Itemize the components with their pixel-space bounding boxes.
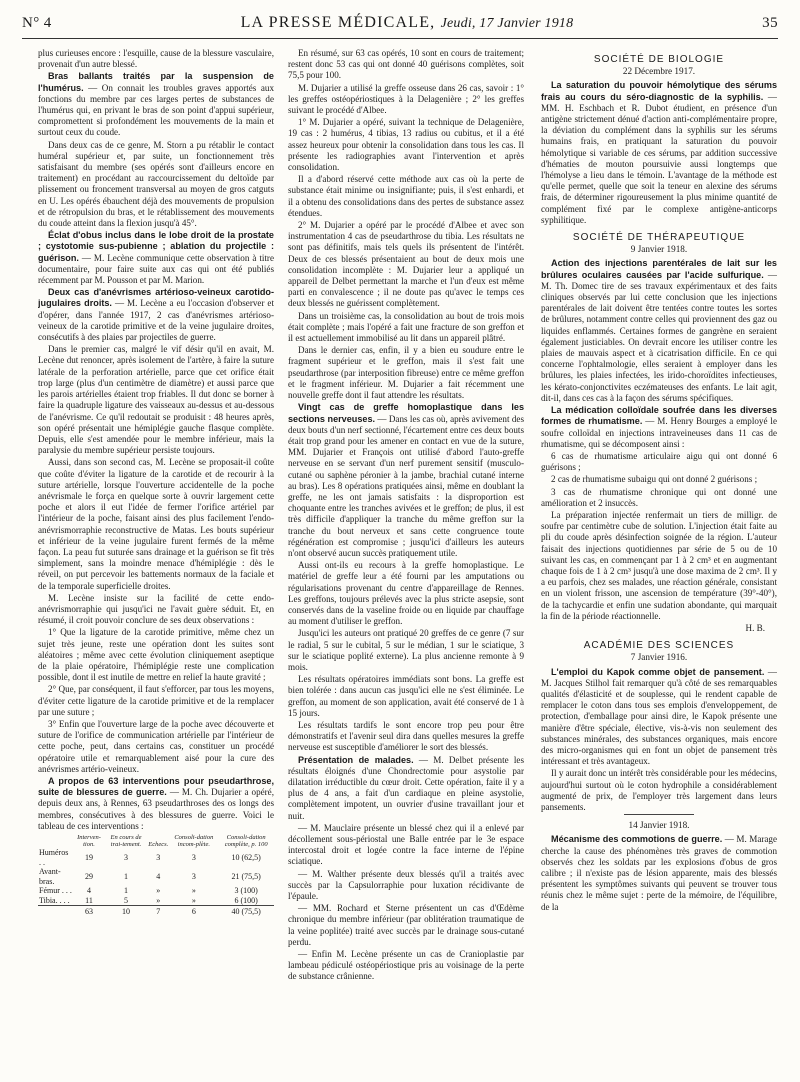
issue-date: Jeudi, 17 Janvier 1918 — [440, 16, 574, 31]
paragraph: 2 cas de rhumatisme subaigu qui ont donné 2 guérisons ; — [551, 474, 758, 485]
paragraph — [38, 776, 274, 832]
issue-number: N° 4 — [22, 15, 52, 31]
table-cell: 19 — [84, 852, 93, 862]
paragraph — [541, 80, 777, 226]
table-row — [38, 886, 274, 896]
table-header: Consoli-dation complète, p. 100 — [224, 834, 268, 849]
page-header — [22, 14, 778, 34]
paragraph — [288, 402, 524, 559]
article-title: Action des injections parentérales de lait sur les brûlures oculaires causées par l'acide sulfurique. — [541, 258, 777, 280]
journal-title: LA PRESSE MÉDICALE, — [240, 14, 436, 31]
paragraph: Il y aurait donc un intérêt très considérable pour les médecins, aujourd'hui surtout où le coton hydrophile a considérablement augmenté de prix, de l'employer très largement dans leurs pansements. — [541, 768, 777, 812]
paragraph: 2° Que, par conséquent, il faut s'efforcer, par tous les moyens, d'éviter cette ligature de la carotide primitive et de la remplacer par une suture ; — [38, 684, 274, 717]
table-cell: 6 — [169, 906, 218, 917]
table-header — [38, 834, 73, 848]
table-cell: 10 (62,5) — [231, 852, 261, 862]
paragraph: 3° Enfin que l'ouverture large de la poche avec découverte et suture de l'orifice de communication artérielle par l'intérieur de cette poche, peut, dans certains cas, constituer un procédé opératoire utile et remarquablement aisé pour la cure des anévrismes artério-veineux. — [38, 718, 274, 774]
paragraph: 2° M. Dujarier a opéré par le procédé d'Albee et avec son instrumentation 4 cas de pseudarthrose du tibia. Les résultats ne sont pas définitifs, mais tels quels ils présentent de l'intérêt. Deux de ces blessés présentaient au bout de deux mois une consolidation incomplète : M. Dujarier leur a appliqué un appareil de Delbet permettant la marche et l'un d'eux est même parti en convalescence ; il ne doute pas qu'avec le temps ces deux blessés ne guérissent complètement. — [288, 220, 524, 309]
section-heading: SOCIÉTÉ DE BIOLOGIE — [593, 54, 725, 65]
paragraph-text: — M. Jacques Stilhol fait remarquer qu'à côté de ses remarquables qualités d'élasticité et de souplesse, qui le rendent capable de remplacer le coton dans tous ses emplois d'enveloppement, de protection, d'emballage pour ainsi dire, le Kapok présente une manière d'être spéciale, élective, vis-à-vis non seulement des substances minérales, des substances organiques, mais encore des micro-organismes qui en font un objet de pansement très intéressant et très avantageux. — [541, 666, 777, 767]
table-cell: 3 (100) — [234, 886, 258, 896]
paragraph-text: — M. Th. Domec tire de ses travaux expérimentaux et des faits cliniques observés par lui cette conclusion que les injections parentérales de lait doivent être tentées contre toutes les sortes de brûlures, notamment contre celles qui proviennent des gaz ou liquides enflammés. Certaines formes de gangrène en seraient également justiciables. On devrait encore les utiliser contre les plaies de mauvais aspect et à cicatrisation difficile. En ce qui concerne l'ophtalmologie, elles seraient à employer dans les brûlures, les plaies infectées, les irido-choroïdites infectieuses, les kérato-conjonctivites eczémateuses des enfants. Le lait agit, dit-il, dans ces cas à la façon des sérums spécifiques. — [541, 269, 777, 403]
paragraph: plus curieuses encore : l'esquille, cause de la blessure vasculaire, provenait d'un autre blessé. — [38, 48, 274, 70]
article-title: La médication colloïdale soufrée dans les diverses formes de rhumatisme. — [541, 405, 777, 427]
article-title: Présentation de malades. — [298, 754, 414, 765]
table-cell: » — [156, 895, 161, 905]
paragraph — [38, 71, 274, 138]
table-cell: » — [191, 886, 196, 896]
paragraph: Aussi, dans son second cas, M. Lecène se proposait-il coûte que coûte d'éviter la ligature de la carotide et de recourir à la suture artérielle, lorsque l'ouverture accidentelle de la poche anévrismale le força en quelque sorte à ouvrir largement cette poche et alors il eut l'idée de fermer l'orifice artériel par l'intérieur de la poche, faisant ainsi des plus facilement l'endo-anévrismorraphie reconstructive de Matas. Les bouts supérieur et inférieur de la veine jugulaire furent fermés de la même façon. La peau fut suturée sans drainage et la guérison se fit très simplement, sans la moindre menace d'hémiplégie : dès le réveil, on put percevoir les battements normaux de la faciale et de la temporale superficielle droites. — [38, 457, 274, 591]
interventions-table — [38, 834, 274, 917]
paragraph: Les résultats tardifs le sont encore trop peu pour être démonstratifs et l'avenir seul dira dans quelles mesures la greffe nerveuse est susceptible d'améliorer le sort des blessés. — [288, 719, 524, 753]
paragraph-text: — M. Ch. Dujarier a opéré, depuis deux ans, à Rennes, 63 pseudarthroses des os longs des membres, consécutives à des blessures de guerre. Voici le tableau de ces interventions : — [38, 787, 274, 831]
paragraph: Aussi ont-ils eu recours à la greffe homoplastique. Le matériel de greffe leur a été fourni par les amputations ou régularisations provenant du centre d'appareillage de Rennes. Les greffons, toujours prélevés avec la plus stricte asepsie, sont conservés dans de la vaseline froide ou en liquide par chauffage au moment d'utiliser le greffon. — [288, 560, 524, 627]
table-cell: 29 — [84, 871, 93, 881]
table-cell: 21 (75,5) — [231, 871, 261, 881]
table-cell: Fémur . . . — [39, 886, 72, 896]
column-3 — [541, 48, 777, 1073]
paragraph: — MM. Rochard et Sterne présentent un cas d'Œdème chronique du membre inférieur (par oblitération traumatique de la veine poplitée) traité avec succès par le drainage sous-cutané perdu. — [288, 903, 524, 947]
table-cell: 3 — [191, 852, 196, 862]
section-date: 7 Janvier 1916. — [630, 652, 688, 663]
paragraph — [38, 287, 274, 343]
paragraph: 1° Que la ligature de la carotide primitive, même chez un sujet très jeune, reste une opération dont les suites sont aléatoires ; même avec cette évolution cliniquement aseptique de la plaie opératoire, l'hémiplégie reste une complication possible, dont il est inutile de mettre en relief la haute gravité ; — [38, 627, 274, 683]
paragraph: — Enfin M. Lecène présente un cas de Cranioplastie par lambeau pédiculé ostéopériostique pris au voisinage de la perte de substance crânienne. — [288, 949, 524, 982]
table-cell: 7 — [147, 906, 169, 917]
paragraph-text: — On connait les troubles graves apportés aux fonctions du membre par ces larges pertes de substances de l'humérus qui, en privant le bras de son point d'appui supérieur, compromettent si profondément les mouvements de la main et surtout ceux du coude. — [38, 82, 274, 138]
section-divider — [624, 814, 694, 816]
paragraph — [541, 258, 777, 404]
table-cell: Avant-bras. — [39, 867, 61, 886]
paragraph — [541, 405, 777, 450]
paragraph-text: — M. Marage cherche la cause des phénomènes très graves de commotion observés chez les soldats par les explosions d'obus de gros calibre ; il n'existe pas de lésion apparente, mais des blessés présentent les symptômes suivants qui peuvent se trouver tous réunis chez le même sujet : perte de la mémoire, de l'équilibre, de la — [541, 834, 777, 912]
table-header: Interven-tion. — [77, 834, 101, 849]
paragraph-text: — M. Lecène communique cette observation à titre documentaire, pour faire suite aux cas qui ont été publiés récemment par M. Pousson et par M. Marion. — [38, 252, 274, 286]
article-title: Mécanisme des commotions de guerre. — [551, 834, 723, 845]
table-cell: » — [156, 886, 161, 896]
table-header: Echecs. — [148, 841, 169, 849]
page-number: 35 — [762, 15, 778, 31]
article-title: L'emploi du Kapok comme objet de pansement. — [551, 666, 765, 677]
paragraph-text: — MM. H. Eschbach et R. Dubot étudient, en présence d'un antigène strictement dénué d'action anti-complémentaire propre, la déviation du complément dans la syphilis sur les sérums humains frais, en pratiquant la saturation du pouvoir hémolytique si variable de ces sérums, par addition successive d'hématies de mouton poursuivie aussi longtemps que l'hémolyse a lieu dans le témoin. L'avantage de la méthode est qu'elle permet, quelle que soit la teneur en alexine des sérums frais, de déterminer rigoureusement la plus minime quantité de complément fixé par le complexe antigène-anticorps syphilitique. — [541, 91, 777, 225]
table-cell: 1 — [124, 871, 129, 881]
paragraph-text: — M. Lecène a eu l'occasion d'observer et d'opérer, dans l'année 1917, 2 cas d'anévrismes artérioso-veineux de la carotide primitive et de la veine jugulaire droites, consécutifs à des plaies par projectiles de guerre. — [38, 298, 274, 343]
paragraph: M. Dujarier a utilisé la greffe osseuse dans 26 cas, savoir : 1° les greffes ostéopériostiques à la Delagenière ; 2° les greffes suivant le procédé d'Albee. — [288, 82, 524, 116]
table-cell: 3 — [156, 852, 161, 862]
table-total-row — [38, 906, 274, 917]
table-cell: Tibia. . . . — [39, 895, 70, 905]
table-header: En cours de trai-tement. — [110, 834, 142, 849]
paragraph: Il a d'abord réservé cette méthode aux cas où la perte de substance était minime ou insignifiante; puis, il s'est enhardi, et il a obtenu des consolidations dans des pertes de substance assez étendues. — [288, 174, 524, 218]
header-rule — [22, 38, 778, 39]
section-heading: SOCIÉTÉ DE THÉRAPEUTIQUE — [572, 232, 746, 244]
table-row — [38, 867, 274, 886]
paragraph: Dans le premier cas, malgré le vif désir qu'il en avait, M. Lecène dut renoncer, après isolement de l'artère, à faire la suture latérale de la perforation artérielle, parce que cet orifice était trop large (plus d'un centimètre de diamètre) et aussi parce que les parois artérielles étaient trop friables. Il dut donc se borner à faire la quadruple ligature des vaisseaux au-dessus et au-dessous de l'anévrisme. Ce qu'il redoutait se produisit : 48 heures après, son opéré présentait une hémiplégie gauche flasque complète. Depuis, elle s'est amendée pour le membre inférieur, mais la paralysie du membre supérieur persiste toujours. — [38, 344, 274, 456]
column-2 — [288, 48, 524, 1073]
table-cell: 10 — [105, 906, 148, 917]
paragraph: — M. Mauclaire présente un blessé chez qui il a enlevé par décollement sous-périostal une Balle entrée par le 3e espace intercostal droit et logée contre la face interne de l'épine sciatique. — [288, 822, 524, 867]
table-cell: 63 — [73, 906, 105, 917]
table-header: Consoli-dation incom-plète. — [174, 834, 214, 849]
paragraph: La préparation injectée renfermait un tiers de milligr. de soufre par centimètre cube de solution. L'injection était faite au pli du coude après désinfection soignée de la région. L'auteur faisait des injections quotidiennes par série de 5 ou de 10 suivant les cas, en commençant par 1 à 2 cm³ et en augmentant chaque fois de 1 à 2 cm³ jusqu'à une dose maxima de 2 cm³. Il y a eu parfois, chez ses malades, une réaction générale, consistant en un violent frisson, une ascension de température (39°-40°), de la tachycardie et enfin une sudation abondante, qui marquait la fin de la période réactionnelle. — [541, 509, 777, 621]
signature: H. B. — [745, 622, 765, 633]
paragraph — [288, 755, 524, 822]
table-cell: 4 — [156, 871, 161, 881]
section-heading: ACADÉMIE DES SCIENCES — [583, 640, 735, 652]
article-title: Éclat d'obus inclus dans le lobe droit de la prostate ; cystotomie sus-pubienne ; ablation du projectile : guérison. — [38, 230, 274, 263]
paragraph: 3 cas de rhumatisme chronique qui ont donné une amélioration et 2 insuccès. — [541, 486, 777, 508]
table-cell: 40 (75,5) — [218, 906, 274, 917]
paragraph-text: — M. Delbet présente les résultats éloignés d'une Chondrectomie pour asystolie par dilatation irréductible du cœur droit. Cette opération, faite il y a plus de 4 ans, a fait d'un cardiaque en pleine asystolie, complètement impotent, un ouvrier d'usine travaillant jour et nuit. — [288, 754, 524, 821]
paragraph-text: — Dans les cas où, après avivement des deux bouts d'un nerf sectionné, l'écartement entre ces deux bouts était trop grand pour les amener en contact en vue de la suture, MM. Dujarier et François ont utilisé d'abord l'auto-greffe nerveuse en se servant d'un nerf purement sensitif (musculo-cutané ou saphène péronier à la jambe, brachial cutané interne au bras). Les 8 opérations pratiquées ainsi, même en doublant la greffe, ne les ont jamais satisfaits : la disproportion est choquante entre les tranches avivées et le greffon; de plus, il est très difficile d'appliquer la tranche du même greffon sur la tranche du bout nerveux et sans cette congruence toute régénération est compromise ; jusqu'ici d'ailleurs les auteurs n'ont observé aucun succès pratiquement utile. — [288, 413, 524, 558]
table-header-row — [38, 834, 274, 848]
paragraph: Dans le dernier cas, enfin, il y a bien eu soudure entre le fragment supérieur et le greffon, mais il s'est fait une pseudarthrose (par interposition fibreuse) entre ce même greffon et le fragment inférieur. M. Dujarier a fait récemment une nouvelle greffe dont il faut attendre les résultats. — [288, 345, 524, 401]
table-cell: Huméros . . — [39, 848, 69, 867]
section-date: 9 Janvier 1918. — [630, 244, 688, 255]
table-cell: 6 (100) — [234, 895, 258, 905]
paragraph: Dans deux cas de ce genre, M. Storn a pu rétablir le contact huméral supérieur et, par suite, un fonctionnement très satisfaisant du membre (ses opérés sont d'ailleurs encore en traitement) en procédant au raccourcissement du deltoïde par plissement ou froncement transversal au moyen de gros catguts en U. Les opérés ébauchent déjà des mouvements de propulsion et de rétropulsion du bras, et le rétablissement des mouvements du coude atteint dans la flexion jusqu'à 45°. — [38, 139, 274, 229]
paragraph: 6 cas de rhumatisme articulaire aigu qui ont donné 6 guérisons ; — [541, 450, 777, 473]
table-row — [38, 896, 274, 906]
table-cell: 4 — [86, 886, 91, 896]
article-title: La saturation du pouvoir hémolytique des sérums frais au cours du séro-diagnostic de la syphilis. — [541, 80, 777, 102]
paragraph: — M. Walther présente deux blessés qu'il a traités avec succès par la Capsulorraphie pour luxation récidivante de l'épaule. — [288, 868, 524, 902]
paragraph: 1° M. Dujarier a opéré, suivant la technique de Delagenière, 19 cas : 2 humérus, 4 tibias, 13 radius ou cubitus, et il a été assez heureux pour obtenir la consolidation dans tous les cas. Il présente les radiographies avant l'intervention et après consolidation. — [288, 117, 524, 173]
table-cell — [38, 906, 73, 917]
article-title: Deux cas d'anévrismes artérioso-veineux carotido-jugulaires droits. — [38, 287, 274, 309]
paragraph: Jusqu'ici les auteurs ont pratiqué 20 greffes de ce genre (7 sur le radial, 5 sur le cubital, 5 sur le médian, 1 sur le sciatique, 3 sur le sciatique poplité externe). La plus ancienne remonte à 9 mois. — [288, 628, 524, 672]
masthead — [241, 14, 574, 32]
table-cell: 1 — [124, 886, 129, 896]
article-title: Vingt cas de greffe homoplastique dans les sections nerveuses. — [288, 402, 524, 424]
paragraph: Les résultats opératoires immédiats sont bons. La greffe est bien tolérée : dans aucun cas jusqu'ici elle ne s'est éliminée. Le greffon, au moment de son application, avait été conservé de 1 à 15 jours. — [288, 674, 524, 718]
table-cell: 3 — [124, 852, 129, 862]
paragraph — [541, 667, 777, 768]
table-cell: 3 — [191, 871, 196, 881]
section-date: 14 Janvier 1918. — [628, 820, 690, 831]
table-row — [38, 848, 274, 867]
table-cell: » — [191, 895, 196, 905]
paragraph: Dans un troisième cas, la consolidation au bout de trois mois était complète ; mais l'opéré a fait une fracture de son greffon et il est actuellement immobilisé au lit dans un appareil plâtré. — [288, 310, 524, 344]
paragraph-text: — M. Henry Bourges a employé le soufre colloïdal en injections intraveineuses dans 11 cas de rhumatisme, qui se décomposent ainsi : — [541, 416, 777, 449]
article-title: Bras ballants traités par la suspension de l'humérus. — [38, 71, 274, 93]
section-date: 22 Décembre 1917. — [622, 66, 696, 77]
table-cell: 5 — [124, 895, 129, 905]
paragraph — [541, 834, 777, 912]
paragraph: M. Lecène insiste sur la facilité de cette endo-anévrismorraphie qui jusqu'ici ne l'avait guère séduit. Et, en résumé, il croit pouvoir conclure de ses deux observations : — [38, 592, 274, 626]
paragraph — [38, 230, 274, 286]
column-1 — [38, 48, 274, 1073]
article-columns — [38, 48, 778, 1073]
article-title: A propos de 63 interventions pour pseudarthrose, suite de blessures de guerre. — [38, 776, 274, 798]
table-cell: 11 — [85, 895, 93, 905]
paragraph: En résumé, sur 63 cas opérés, 10 sont en cours de traitement; restent donc 53 cas qui ont donné 40 guérisons complètes, soit 75,5 pour 100. — [288, 48, 524, 81]
